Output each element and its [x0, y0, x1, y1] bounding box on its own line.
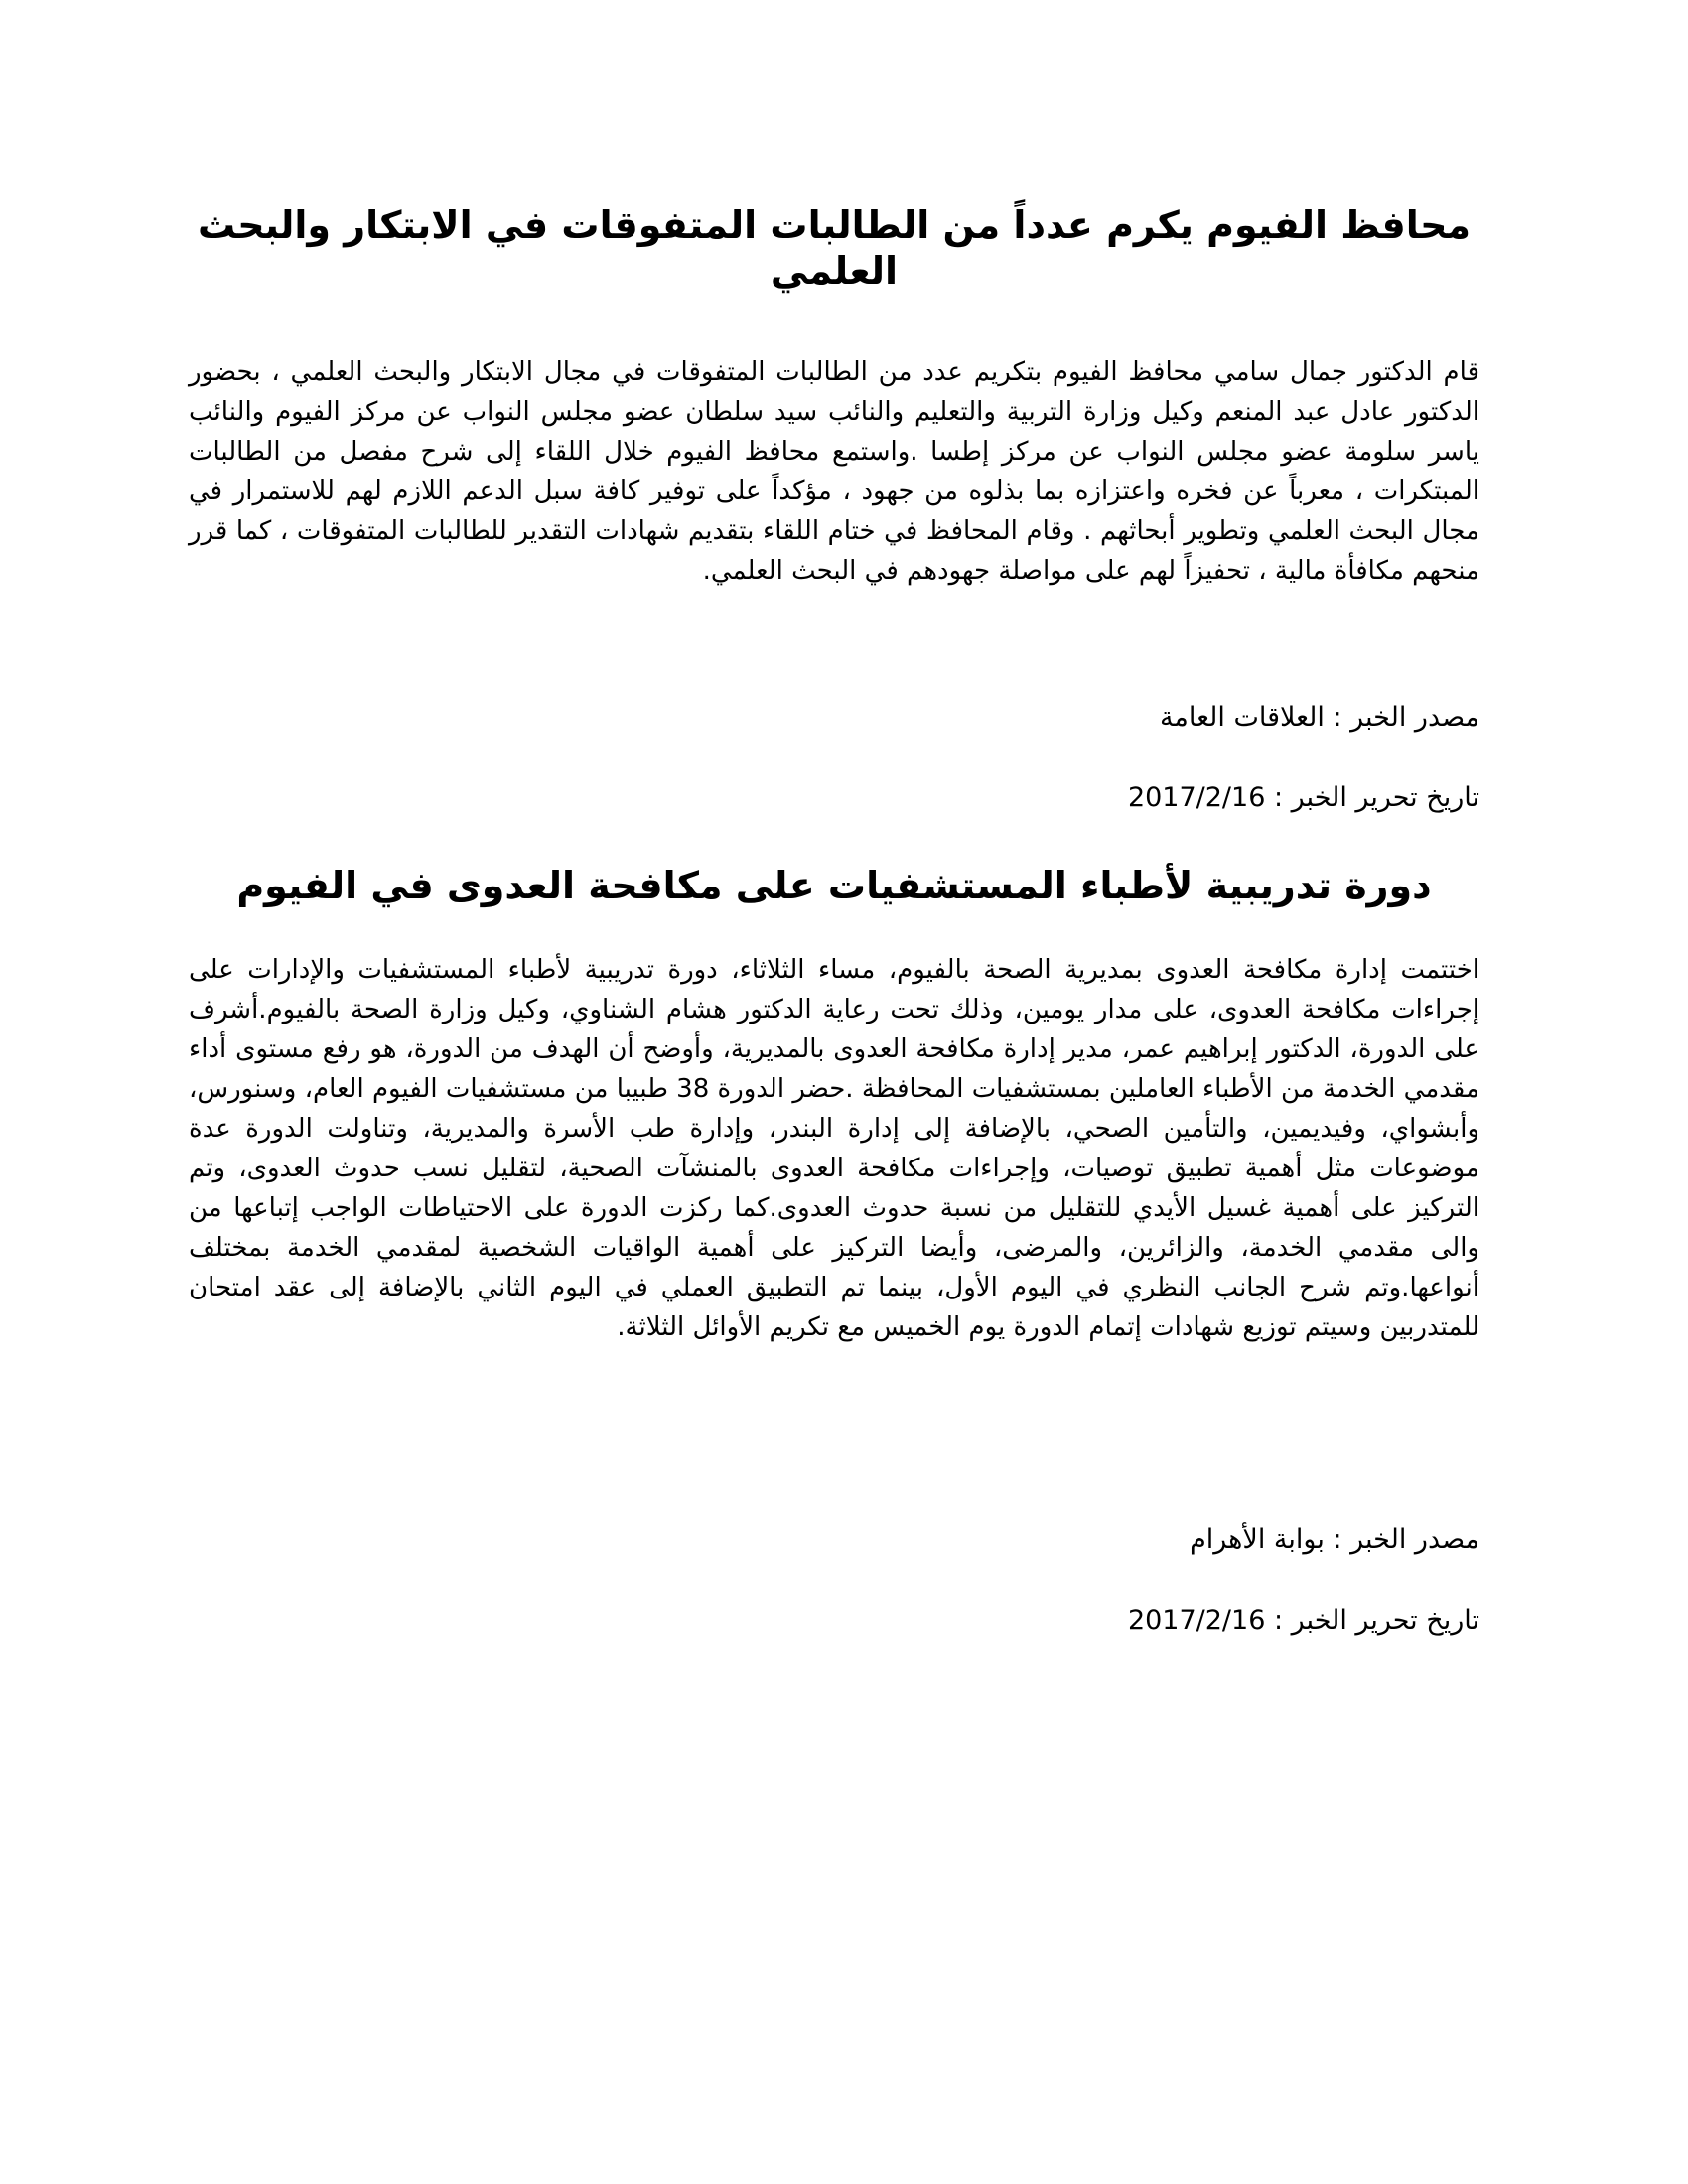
article-2-source: مصدر الخبر : بوابة الأهرام — [1190, 1524, 1479, 1555]
article-2-date: تاريخ تحرير الخبر : 2017/2/16 — [1127, 1605, 1479, 1636]
article-1-source: مصدر الخبر : العلاقات العامة — [1159, 702, 1479, 733]
article-1-date-block — [189, 778, 1479, 818]
article-1-body-block — [189, 352, 1479, 591]
article-2-body: اختتمت إدارة مكافحة العدوى بمديرية الصحة بالفيوم، مساء الثلاثاء، دورة تدريبية لأطباء المستشفيات والإدارات على إجراءات مكافحة العدوى، على مدار يومين، وذلك تحت رعاية الدكتور هشام الشناوي، وكيل وزارة الصحة بالفيوم.أشرف على الدورة، الدكتور إبراهيم عمر، مدير إدارة مكافحة العدوى بالمديرية، وأوضح أن الهدف من الدورة، هو رفع مستوى أداء مقدمي الخدمة من الأطباء العاملين بمستشفيات المحافظة .حضر الدورة 38 طبيبا من مستشفيات الفيوم العام، وسنورس، وأبشواي، وفيديمين، والتأمين الصحي، بالإضافة إلى إدارة البندر، وإدارة طب الأسرة والمديرية، وتناولت الدورة عدة موضوعات مثل أهمية تطبيق توصيات، وإجراءات مكافحة العدوى بالمنشآت الصحية، لتقليل نسب حدوث العدوى، وتم التركيز على أهمية غسيل الأيدي للتقليل من نسبة حدوث العدوى.كما ركزت الدورة على الاحتياطات الواجب إتباعها من والى مقدمي الخدمة، والزائرين، والمرضى، وأيضا التركيز على أهمية الواقيات الشخصية لمقدمي الخدمة بمختلف أنواعها.وتم شرح الجانب النظري في اليوم الأول، بينما تم التطبيق العملي في اليوم الثاني بالإضافة إلى عقد امتحان للمتدربين وسيتم توزيع شهادات إتمام الدورة يوم الخميس مع تكريم الأوائل الثلاثة. — [189, 955, 1479, 1342]
article-1-title: محافظ الفيوم يكرم عدداً من الطالبات المتفوقات في الابتكار والبحث العلمي — [198, 204, 1471, 293]
article-2-meta — [189, 1520, 1479, 1560]
article-2-title: دورة تدريبية لأطباء المستشفيات على مكافحة العدوى في الفيوم — [236, 864, 1432, 907]
article-1 — [189, 204, 1479, 294]
article-2-date-block — [189, 1601, 1479, 1641]
article-1-body: قام الدكتور جمال سامي محافظ الفيوم بتكريم عدد من الطالبات المتفوقات في مجال الابتكار والبحث العلمي ، بحضور الدكتور عادل عبد المنعم وكيل وزارة التربية والتعليم والنائب سيد سلطان عضو مجلس النواب عن مركز الفيوم والنائب ياسر سلومة عضو مجلس النواب عن مركز إطسا .واستمع محافظ الفيوم خلال اللقاء إلى شرح مفصل من الطالبات المبتكرات ، معرباً عن فخره واعتزازه بما بذلوه من جهود ، مؤكداً على توفير كافة سبل الدعم اللازم لهم للاستمرار في مجال البحث العلمي وتطوير أبحاثهم . وقام المحافظ في ختام اللقاء بتقديم شهادات التقدير للطالبات المتفوقات ، كما قرر منحهم مكافأة مالية ، تحفيزاً لهم على مواصلة جهودهم في البحث العلمي. — [189, 357, 1479, 586]
article-1-meta — [189, 698, 1479, 738]
article-2 — [189, 864, 1479, 909]
article-1-date: تاريخ تحرير الخبر : 2017/2/16 — [1127, 782, 1479, 813]
article-2-body-block — [189, 950, 1479, 1347]
